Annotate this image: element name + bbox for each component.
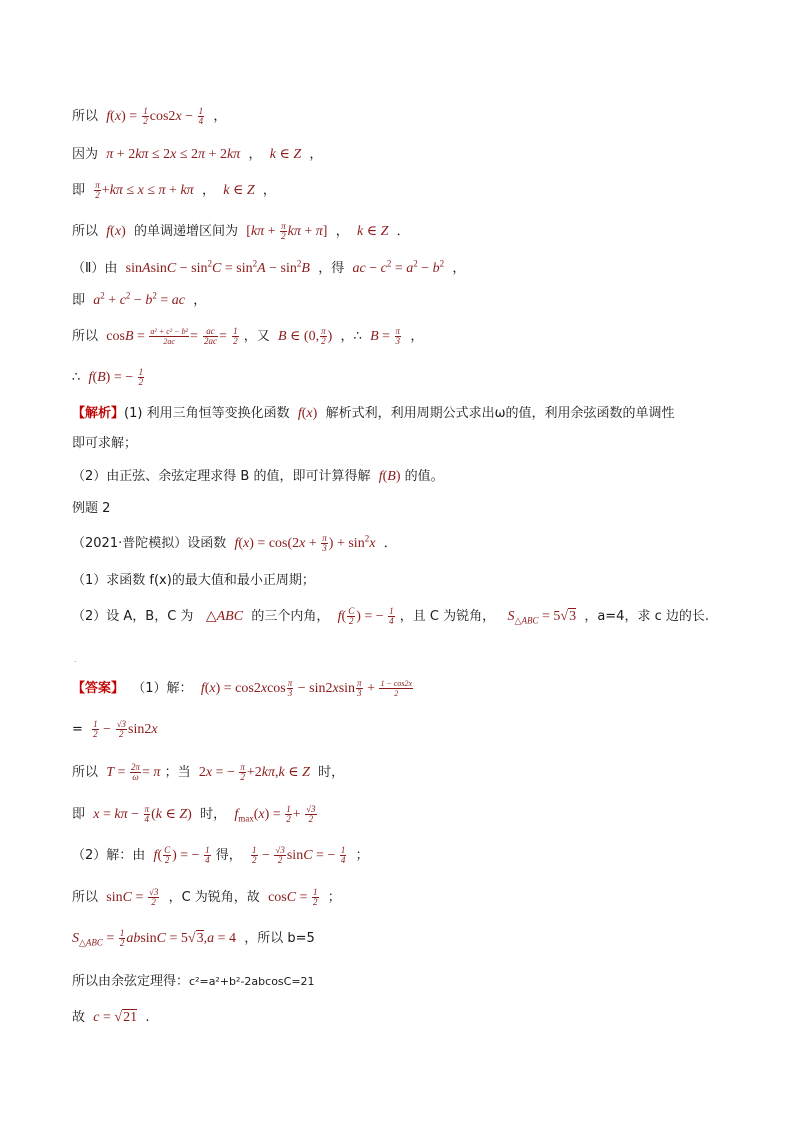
analysis-line-2: 即可求解；	[72, 436, 138, 451]
answer-line-7: $S_{\triangle ABC}$ = $\frac{1}{2}$ absinC = 5√3,a = 4 ，所以 b=5	[72, 928, 315, 948]
line-identity: 即 $a^2 + c^2 - b^2$ = ac ，	[72, 290, 207, 308]
answer-line-5: （2）解：由 f( $\frac{C}{2}$ ) = − $\frac{1}{4}$ 得， $\frac{1}{2}$ − $\frac{√3}{2}$ sinC = − $\frac{1}{4}$ ；	[72, 845, 369, 865]
answer-line-4: 即 x = kπ − $\frac{\pi}{4}$ (k ∈ Z) 时， $f_{max}(x)$ = $\frac{1}{2}$ + $\frac{√3}{2}$	[72, 804, 316, 824]
line-cosB: 所以 cosB = $\frac{\text{a² + c² − b²}}{2ac}$ = $\frac{ac}{2ac}$ = $\frac{1}{2}$ ，又 B ∈ (0, $\frac{\pi}{2}$ ) ，∴ B = $\frac{\pi}{3}$ ，	[72, 326, 424, 346]
answer-line-3: 所以 T = $\frac{2\pi}{\omega}$ = π ；当 2x = − $\frac{\pi}{2}$ +2kπ,k ∈ Z 时，	[72, 762, 345, 782]
example-heading: 例题 2	[72, 501, 111, 516]
example-q2: （2）设 A，B，C 为 △ABC 的三个内角， f( $\frac{C}{2}$ ) = − $\frac{1}{4}$ ，且 C 为锐角， $S_{\triangle ABC} = 5√3$ ，a=4，求 c 边的长.	[72, 606, 710, 626]
answer-line-6: 所以 sinC = $\frac{√3}{2}$ ，C 为锐角，故 cosC = $\frac{1}{2}$ ；	[72, 887, 341, 907]
analysis-line-1: 【解析】(1) 利用三角恒等变换化函数 f(x) 解析式利，利用周期公式求出ω的值，利用余弦函数的单调性	[72, 406, 675, 421]
example-q1: （1）求函数 f(x)的最大值和最小正周期；	[72, 573, 315, 588]
line-interval: 因为 π + 2kπ ≤ 2x ≤ 2π + 2kπ ， k ∈ Z ，	[72, 147, 323, 162]
example-problem: （2021·普陀模拟）设函数 f(x) = cos(2x + $\frac{\pi}{3}$ ) + $\sin^2x$ ．	[72, 533, 397, 553]
answer-line-8: 所以由余弦定理得：c²=a²+b²-2abcosC=21	[72, 974, 315, 989]
line-x-range: 即 $\frac{\pi}{2}$ +kπ ≤ x ≤ π + kπ ， k ∈ Z ，	[72, 180, 276, 200]
line-increasing-interval: 所以 f(x) 的单调递增区间为 [kπ + $\frac{\pi}{2}$ kπ + π] ， k ∈ Z ．	[72, 221, 410, 241]
math-fx: f	[106, 109, 111, 124]
line-part2-given: （Ⅱ）由 sinAsinC − $\sin^2C = \sin^2A - \sin^2B$ ，得 ac − $c^2 = a^2 - b^2$ ，	[72, 258, 466, 276]
fraction-quarter: $\frac{1}{4}$	[198, 106, 204, 126]
dot-mark: .	[74, 655, 77, 664]
answer-line-1: 【答案】 （1）解： f(x) = cos2xcos $\frac{\pi}{3}$ − sin2xsin $\frac{\pi}{3}$ + $\frac{1 - \cos 2x}{2}$	[72, 678, 413, 698]
fraction-half: $\frac{1}{2}$	[143, 106, 148, 126]
line-fB: ∴ f(B) = − $\frac{1}{2}$	[72, 367, 144, 387]
analysis-line-3: （2）由正弦、余弦定理求得 B 的值，即可计算得解 f(B) 的值。	[72, 469, 444, 484]
answer-line-2: = $\frac{1}{2}$ − $\frac{√3}{2}$ sin2x	[72, 719, 158, 739]
answer-line-9: 故 c = √21 .	[72, 1010, 150, 1025]
answer-tag: 【答案】	[72, 681, 125, 696]
analysis-tag: 【解析】	[72, 406, 125, 421]
line-fx-result: 所以 f(x) = $\frac{1}{2}$ cos2x − $\frac{1}{4}$ ，	[72, 106, 227, 126]
